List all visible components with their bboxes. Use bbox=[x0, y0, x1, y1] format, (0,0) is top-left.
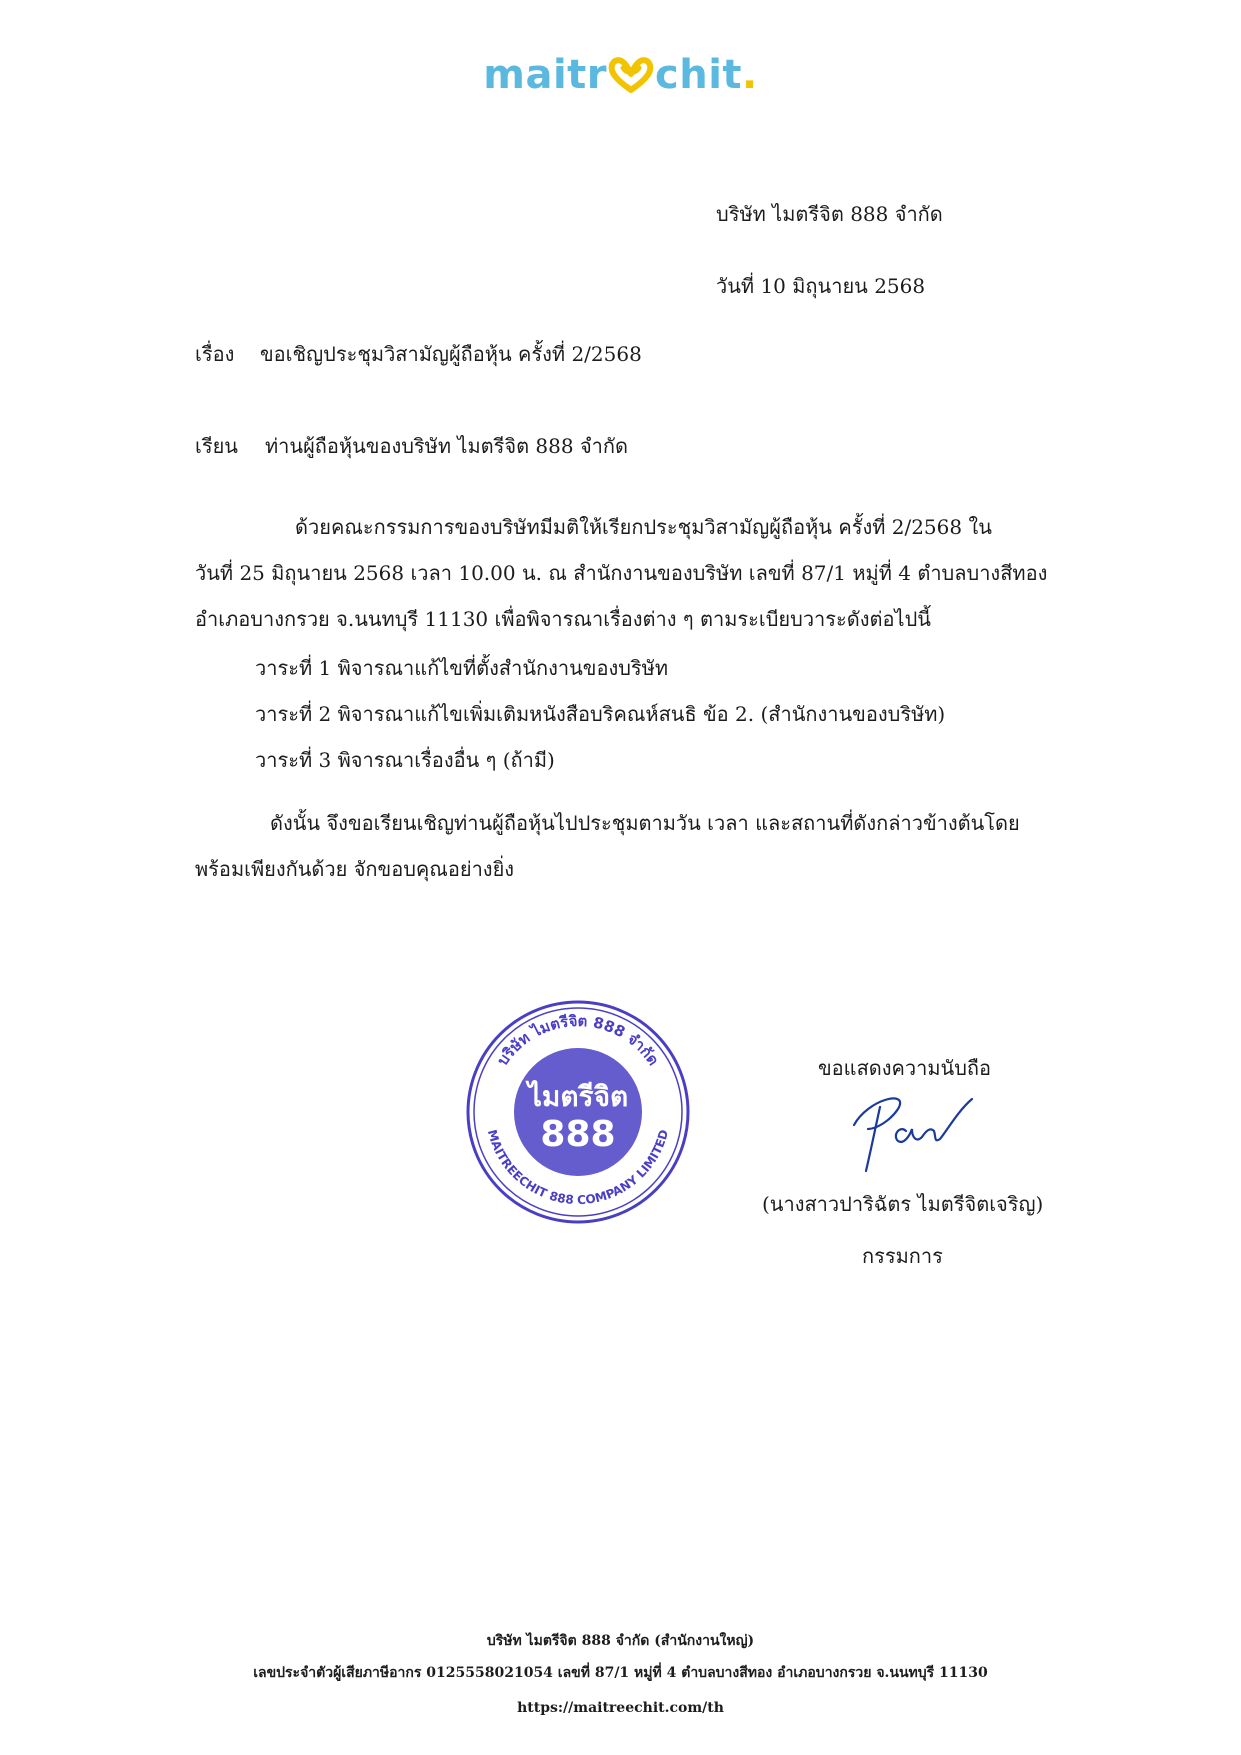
agenda-item: วาระที่ 2 พิจารณาแก้ไขเพิ่มเติมหนังสือบริคณห์สนธิ ข้อ 2. (สำนักงานของบริษัท) bbox=[255, 702, 946, 726]
subject-label: เรื่อง bbox=[195, 342, 235, 366]
footer-address: เลขประจำตัวผู้เสียภาษีอากร 0125558021054 เลขที่ 87/1 หมู่ที่ 4 ตำบลบางสีทอง อำเภอบางกรวย จ.นนทบุรี 11130 bbox=[253, 1665, 988, 1681]
logo-dot: . bbox=[742, 52, 758, 98]
body-paragraph bbox=[195, 504, 1065, 642]
stamp-bottom-text: MAITREECHIT 888 COMPANY LIMITED bbox=[484, 1127, 672, 1208]
closing-paragraph bbox=[195, 800, 1065, 892]
handwritten-signature bbox=[850, 1085, 980, 1175]
signer-title: กรรมการ bbox=[862, 1244, 943, 1268]
logo-text-right: chit bbox=[655, 52, 743, 98]
body-line: อำเภอบางกรวย จ.นนทบุรี 11130 เพื่อพิจารณาเรื่องต่าง ๆ ตามระเบียบวาระดังต่อไปนี้ bbox=[195, 607, 931, 631]
letter-date: วันที่ 10 มิถุนายน 2568 bbox=[716, 274, 926, 298]
recipient-text: ท่านผู้ถือหุ้นของบริษัท ไมตรีจิต 888 จำกัด bbox=[265, 434, 629, 458]
stamp-center-top: ไมตรีจิต bbox=[527, 1080, 629, 1113]
closing-line: พร้อมเพียงกันด้วย จักขอบคุณอย่างยิ่ง bbox=[195, 857, 515, 881]
agenda-item: วาระที่ 1 พิจารณาแก้ไขที่ตั้งสำนักงานของบริษัท bbox=[255, 656, 669, 680]
closing-line: ดังนั้น จึงขอเรียนเชิญท่านผู้ถือหุ้นไปประชุมตามวัน เวลา และสถานที่ดังกล่าวข้างต้นโดย bbox=[270, 811, 1020, 835]
footer-company: บริษัท ไมตรีจิต 888 จำกัด (สำนักงานใหญ่) bbox=[486, 1633, 755, 1649]
company-seal-stamp bbox=[462, 996, 694, 1228]
stamp-top-text: บริษัท ไมตรีจิต 888 จำกัด bbox=[493, 1011, 663, 1069]
heart-knot-icon bbox=[605, 54, 657, 94]
agenda-item: วาระที่ 3 พิจารณาเรื่องอื่น ๆ (ถ้ามี) bbox=[255, 748, 555, 772]
company-name: บริษัท ไมตรีจิต 888 จำกัด bbox=[716, 202, 943, 226]
regards-text: ขอแสดงความนับถือ bbox=[818, 1056, 992, 1080]
footer-website: https://maitreechit.com/th bbox=[517, 1700, 724, 1716]
company-logo bbox=[0, 52, 1241, 98]
recipient-label: เรียน bbox=[195, 434, 238, 458]
body-line: วันที่ 25 มิถุนายน 2568 เวลา 10.00 น. ณ สำนักงานของบริษัท เลขที่ 87/1 หมู่ที่ 4 ตำบลบางสีทอง bbox=[195, 561, 1048, 585]
body-line: ด้วยคณะกรรมการของบริษัทมีมติให้เรียกประชุมวิสามัญผู้ถือหุ้น ครั้งที่ 2/2568 ใน bbox=[295, 515, 992, 539]
logo-text-left: maitr bbox=[483, 52, 607, 98]
subject-text: ขอเชิญประชุมวิสามัญผู้ถือหุ้น ครั้งที่ 2/2568 bbox=[260, 342, 642, 366]
stamp-center-bottom: 888 bbox=[540, 1114, 616, 1155]
signer-name: (นางสาวปาริฉัตร ไมตรีจิตเจริญ) bbox=[762, 1192, 1044, 1216]
